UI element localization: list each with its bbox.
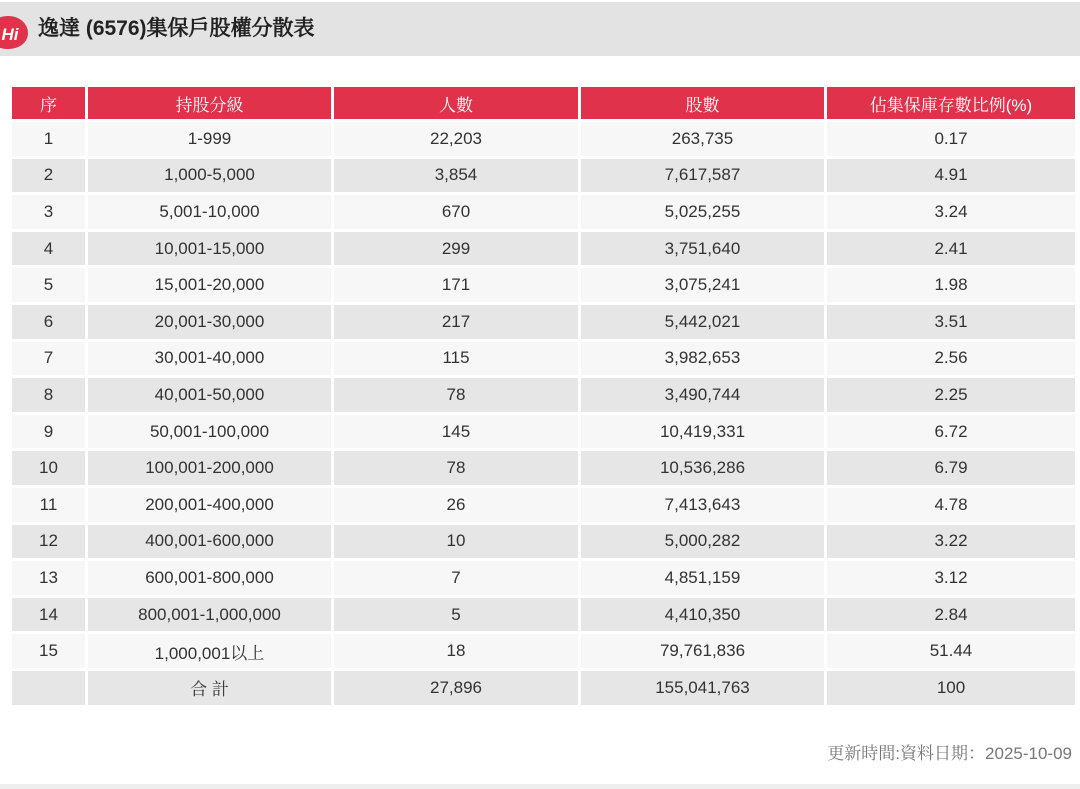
cell-holders: 670 [334, 195, 578, 229]
column-header-index: 序 [12, 87, 85, 119]
cell-shares: 263,735 [581, 122, 824, 156]
cell-shares: 4,410,350 [581, 598, 824, 632]
page-title: 逸達 (6576)集保戶股權分散表 [38, 17, 315, 40]
cell-holders: 145 [334, 415, 578, 449]
cell-holding-tier: 30,001-40,000 [88, 342, 331, 376]
cell-index: 6 [12, 305, 85, 339]
cell-index: 10 [12, 451, 85, 485]
column-header-holding-tier: 持股分級 [88, 87, 331, 119]
cell-percentage: 0.17 [827, 122, 1075, 156]
column-header-holders: 人數 [334, 87, 578, 119]
cell-shares: 5,000,282 [581, 525, 824, 559]
cell-holders: 299 [334, 232, 578, 266]
bottom-divider [0, 784, 1080, 789]
cell-index: 8 [12, 378, 85, 412]
table-header-row [12, 87, 1075, 119]
cell-percentage: 2.25 [827, 378, 1075, 412]
cell-holders: 5 [334, 598, 578, 632]
cell-shares: 5,442,021 [581, 305, 824, 339]
table-row [12, 232, 1075, 266]
cell-holders: 78 [334, 378, 578, 412]
cell-shares: 7,617,587 [581, 159, 824, 193]
total-row [12, 671, 1075, 705]
table-row [12, 268, 1075, 302]
cell-index: 9 [12, 415, 85, 449]
cell-holders: 22,203 [334, 122, 578, 156]
table-row [12, 415, 1075, 449]
cell-index: 13 [12, 561, 85, 595]
cell-shares: 10,419,331 [581, 415, 824, 449]
cell-holders: 115 [334, 342, 578, 376]
cell-holding-tier: 200,001-400,000 [88, 488, 331, 522]
total-cell-shares: 155,041,763 [581, 671, 824, 705]
table-row [12, 195, 1075, 229]
shareholding-distribution-table [9, 84, 1078, 708]
cell-index: 4 [12, 232, 85, 266]
cell-percentage: 6.72 [827, 415, 1075, 449]
table-row [12, 488, 1075, 522]
cell-index: 11 [12, 488, 85, 522]
cell-index: 1 [12, 122, 85, 156]
table-row [12, 378, 1075, 412]
cell-percentage: 3.24 [827, 195, 1075, 229]
cell-percentage: 3.51 [827, 305, 1075, 339]
cell-holders: 18 [334, 634, 578, 668]
total-cell-index [12, 671, 85, 705]
cell-holding-tier: 20,001-30,000 [88, 305, 331, 339]
cell-index: 14 [12, 598, 85, 632]
cell-holding-tier: 800,001-1,000,000 [88, 598, 331, 632]
cell-holding-tier: 50,001-100,000 [88, 415, 331, 449]
cell-holding-tier: 1-999 [88, 122, 331, 156]
cell-shares: 4,851,159 [581, 561, 824, 595]
cell-shares: 7,413,643 [581, 488, 824, 522]
total-cell-percentage: 100 [827, 671, 1075, 705]
cell-holding-tier: 1,000-5,000 [88, 159, 331, 193]
cell-percentage: 1.98 [827, 268, 1075, 302]
cell-holding-tier: 100,001-200,000 [88, 451, 331, 485]
cell-holders: 3,854 [334, 159, 578, 193]
table-row [12, 634, 1075, 668]
shareholding-table-container [12, 87, 1072, 705]
cell-shares: 3,490,744 [581, 378, 824, 412]
cell-percentage: 2.56 [827, 342, 1075, 376]
cell-holders: 26 [334, 488, 578, 522]
cell-index: 7 [12, 342, 85, 376]
cell-percentage: 3.22 [827, 525, 1075, 559]
cell-holding-tier: 600,001-800,000 [88, 561, 331, 595]
column-header-shares: 股數 [581, 87, 824, 119]
table-row [12, 561, 1075, 595]
cell-percentage: 2.41 [827, 232, 1075, 266]
table-row [12, 159, 1075, 193]
cell-index: 12 [12, 525, 85, 559]
column-header-percentage: 佔集保庫存數比例(%) [827, 87, 1075, 119]
update-date: 更新時間:資料日期：2025-10-09 [827, 744, 1072, 763]
table-row [12, 122, 1075, 156]
cell-shares: 5,025,255 [581, 195, 824, 229]
cell-holders: 217 [334, 305, 578, 339]
cell-percentage: 4.78 [827, 488, 1075, 522]
cell-holders: 78 [334, 451, 578, 485]
cell-holding-tier: 5,001-10,000 [88, 195, 331, 229]
cell-shares: 3,751,640 [581, 232, 824, 266]
table-row [12, 451, 1075, 485]
cell-index: 3 [12, 195, 85, 229]
table-row [12, 525, 1075, 559]
cell-percentage: 4.91 [827, 159, 1075, 193]
cell-index: 5 [12, 268, 85, 302]
cell-shares: 3,075,241 [581, 268, 824, 302]
table-row [12, 305, 1075, 339]
total-cell-holders: 27,896 [334, 671, 578, 705]
table-row [12, 598, 1075, 632]
cell-holders: 10 [334, 525, 578, 559]
cell-shares: 79,761,836 [581, 634, 824, 668]
cell-holders: 7 [334, 561, 578, 595]
page-header [0, 2, 1080, 56]
cell-holding-tier: 400,001-600,000 [88, 525, 331, 559]
cell-holding-tier: 40,001-50,000 [88, 378, 331, 412]
table-body [12, 122, 1075, 705]
cell-index: 15 [12, 634, 85, 668]
hi-logo-icon [0, 14, 30, 54]
cell-holding-tier: 10,001-15,000 [88, 232, 331, 266]
cell-index: 2 [12, 159, 85, 193]
table-row [12, 342, 1075, 376]
total-cell-label: 合 計 [88, 671, 331, 705]
cell-holders: 171 [334, 268, 578, 302]
cell-shares: 10,536,286 [581, 451, 824, 485]
cell-holding-tier: 1,000,001以上 [88, 634, 331, 668]
cell-holding-tier: 15,001-20,000 [88, 268, 331, 302]
cell-shares: 3,982,653 [581, 342, 824, 376]
cell-percentage: 3.12 [827, 561, 1075, 595]
cell-percentage: 51.44 [827, 634, 1075, 668]
cell-percentage: 6.79 [827, 451, 1075, 485]
logo-text: Hi [1, 25, 19, 44]
cell-percentage: 2.84 [827, 598, 1075, 632]
